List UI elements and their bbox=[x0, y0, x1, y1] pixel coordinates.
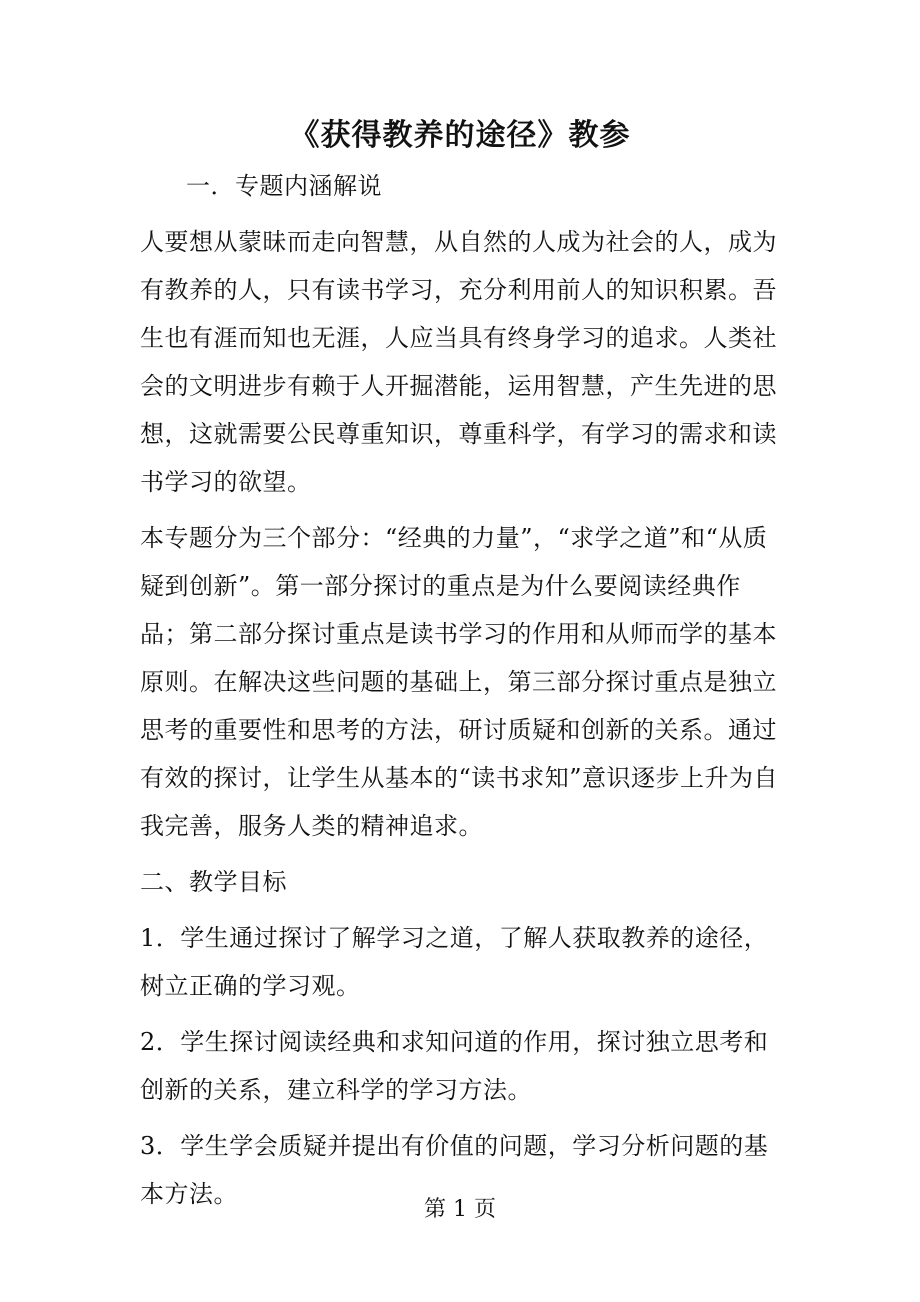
objective-1: 1．学生通过探讨了解学习之道，了解人获取教养的途径，树立正确的学习观。 bbox=[140, 924, 769, 1000]
document-title: 《获得教养的途径》教参 bbox=[289, 118, 631, 153]
section-heading-2: 二、教学目标 bbox=[140, 868, 287, 896]
section-heading-1: 一．专题内涵解说 bbox=[186, 172, 382, 200]
page-number: 第 1 页 bbox=[424, 1197, 496, 1222]
paragraph-2: 本专题分为三个部分：“经典的力量”，“求学之道”和“从质疑到创新”。第一部分探讨的重点是为什么要阅读经典作品；第二部分探讨重点是读书学习的作用和从师而学的基本原则。在解决这些问题的基础上，第三部分探讨重点是独立思考的重要性和思考的方法，研讨质疑和创新的关系。通过有效的探讨，让学生从基本的“读书求知”意识逐步上升为自我完善，服务人类的精神追求。 bbox=[140, 524, 779, 840]
document-body bbox=[140, 162, 785, 1218]
objective-2: 2．学生探讨阅读经典和求知问道的作用，探讨独立思考和创新的关系，建立科学的学习方法。 bbox=[140, 1028, 769, 1104]
objective-3: 3．学生学会质疑并提出有价值的问题，学习分析问题的基本方法。 bbox=[140, 1132, 769, 1208]
paragraph-1: 人要想从蒙昧而走向智慧，从自然的人成为社会的人，成为有教养的人，只有读书学习，充分利用前人的知识积累。吾生也有涯而知也无涯，人应当具有终身学习的追求。人类社会的文明进步有赖于人开掘潜能，运用智慧，产生先进的思想，这就需要公民尊重知识，尊重科学，有学习的需求和读书学习的欲望。 bbox=[140, 228, 777, 496]
